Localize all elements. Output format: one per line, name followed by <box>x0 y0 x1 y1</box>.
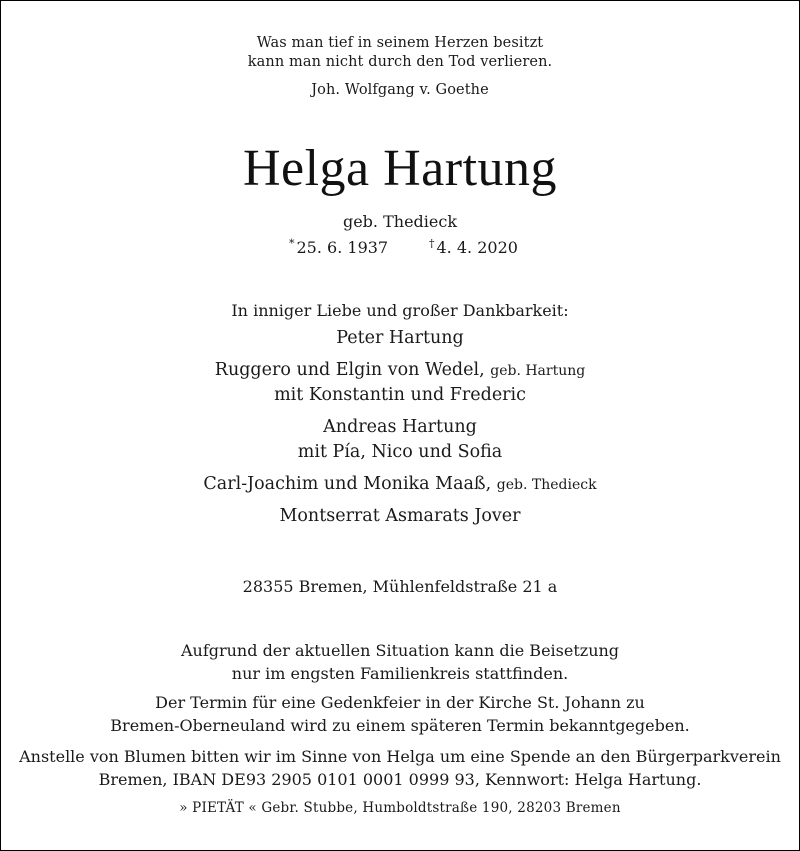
notice-line-4: Bremen-Oberneuland wird zu einem späteren Termin bekanntgegeben. <box>110 716 690 735</box>
life-dates <box>1 237 799 261</box>
deceased-name: Helga Hartung <box>242 140 558 197</box>
mourner-line-1: Peter Hartung <box>336 328 464 348</box>
birth-name: geb. Thedieck <box>342 212 458 231</box>
mourner-line-3: mit Konstantin und Frederic <box>274 385 526 405</box>
birth-date-group <box>289 237 388 257</box>
birth-symbol: * <box>289 237 295 250</box>
mourner-line-7: Montserrat Asmarats Jover <box>279 506 521 526</box>
mourner-line-6-birthname: geb. Thedieck <box>496 477 597 493</box>
funeral-home-footer: » PIETÄT « Gebr. Stubbe, Humboldtstraße 190, 28203 Bremen <box>179 800 621 816</box>
death-date-group <box>429 237 518 257</box>
death-symbol: † <box>429 237 435 250</box>
mourner-line-4: Andreas Hartung <box>323 417 477 437</box>
quote-line-2: kann man nicht durch den Tod verlieren. <box>247 54 553 70</box>
mourner-line-6 <box>1 474 799 494</box>
mourners-intro: In inniger Liebe und großer Dankbarkeit: <box>231 301 569 320</box>
mourner-line-2-main: Ruggero und Elgin von Wedel, <box>214 360 485 380</box>
quote-author: Joh. Wolfgang v. Goethe <box>311 82 489 98</box>
notice-line-2: nur im engsten Familienkreis stattfinden. <box>231 664 569 683</box>
mourner-line-5: mit Pía, Nico und Sofia <box>297 442 503 462</box>
address: 28355 Bremen, Mühlenfeldstraße 21 a <box>242 577 558 596</box>
notice-line-6: Bremen, IBAN DE93 2905 0101 0001 0999 93, Kennwort: Helga Hartung. <box>98 770 702 789</box>
notice-line-3: Der Termin für eine Gedenkfeier in der Kirche St. Johann zu <box>155 693 645 712</box>
notice-line-1: Aufgrund der aktuellen Situation kann die Beisetzung <box>180 641 620 660</box>
birth-date: 25. 6. 1937 <box>296 238 389 257</box>
notice-line-5: Anstelle von Blumen bitten wir im Sinne von Helga um eine Spende an den Bürgerparkverein <box>19 747 781 766</box>
death-date: 4. 4. 2020 <box>436 238 518 257</box>
mourner-line-2 <box>1 360 799 380</box>
quote-line-1: Was man tief in seinem Herzen besitzt <box>256 35 544 51</box>
mourner-line-2-birthname: geb. Hartung <box>490 363 586 379</box>
mourner-line-6-main: Carl-Joachim und Monika Maaß, <box>203 474 492 494</box>
